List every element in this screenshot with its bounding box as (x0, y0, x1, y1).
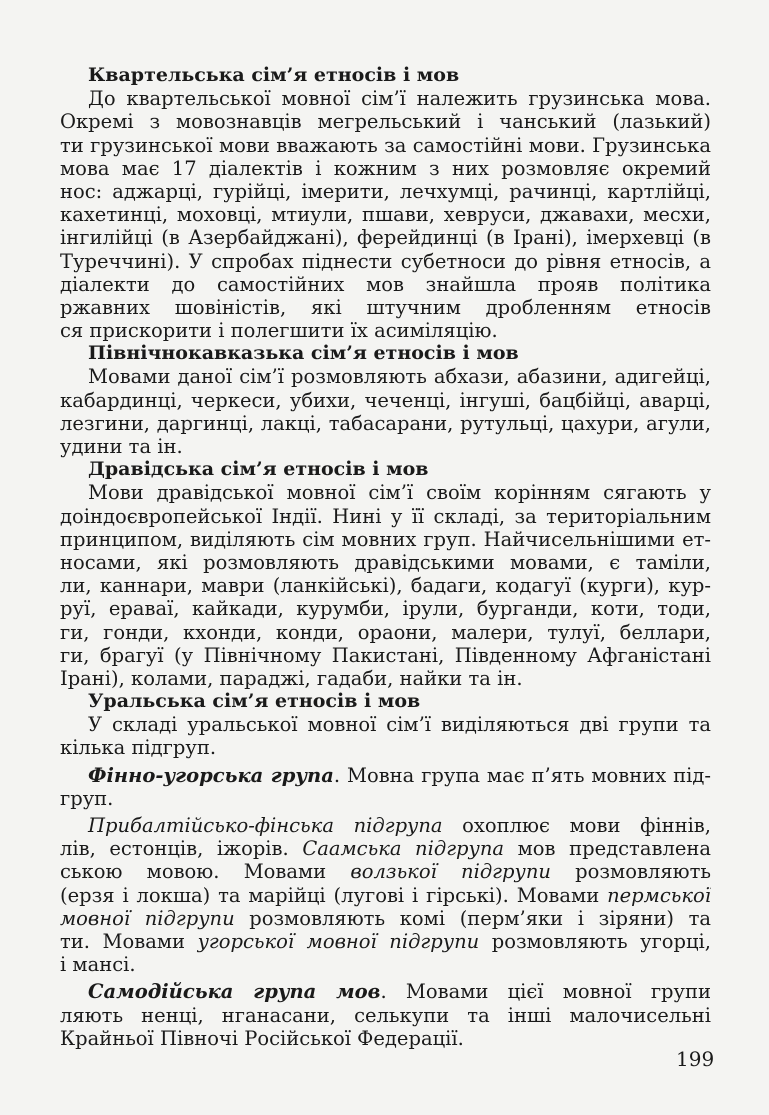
paragraph-line: Самодійська група мов. Мовами цієї мовної групи (88, 980, 711, 1004)
paragraph-line: ржавних шовіністів, які штучним дробленням етносів (60, 295, 711, 319)
section-heading-uralic: Уральська сім’я етносів і мов (88, 690, 421, 713)
paragraph-line: Ірані), колами, параджі, гадаби, найки та ін. (60, 666, 523, 690)
paragraph-line: Туреччині). У спробах піднести субетноси до рівня етносів, а (60, 249, 711, 273)
paragraph-line: інгилійці (в Азербайджані), ферейдинці (в Ірані), імерхевці (в (60, 226, 711, 250)
paragraph-line: До квартельської мовної сім’ї належить грузинська мова. (88, 87, 711, 111)
paragraph-line: мовної підгрупи розмовляють комі (перм’яки і зіряни) та (60, 906, 711, 930)
term-finno-ugric-group: Фінно-угорська група (88, 763, 334, 787)
paragraph-line: лезгини, даргинці, лакці, табасарани, рутульці, цахури, агули, (60, 411, 711, 435)
paragraph-line: руї, ераваї, кайкади, курумби, ірули, бурганди, коти, тоди, (60, 597, 711, 621)
term-permic-subgroup: мовної підгрупи (60, 906, 235, 930)
paragraph-line: ти грузинської мови вважають за самостійні мови. Грузинська (60, 133, 711, 157)
section-heading-north-caucasian: Північнокавказька сім’я етносів і мов (88, 342, 519, 365)
paragraph-line: ти. Мовами угорської мовної підгрупи розмовляють угорці, (60, 929, 711, 953)
paragraph-line: ся прискорити і полегшити їх асиміляцію. (60, 319, 498, 343)
paragraph-line: ською мовою. Мовами волзької підгрупи розмовляють (60, 860, 711, 884)
paragraph-line: ляють ненці, нганасани, селькупи та інші малочисельні (60, 1003, 711, 1027)
paragraph-line: лів, естонців, іжорів. Саамська підгрупа мов представлена (60, 837, 711, 861)
paragraph-line: ги, гонди, кхонди, конди, ораони, малери, тулуї, беллари, (60, 620, 711, 644)
paragraph-line: кабардинці, черкеси, убихи, чеченці, інгуші, бацбійці, аварці, (60, 388, 711, 412)
term-ugric-subgroup: угорської мовної підгрупи (197, 929, 480, 953)
paragraph-line: Мовами даної сім’ї розмовляють абхази, абазини, адигейці, (88, 365, 711, 389)
paragraph-line: Мови дравідської мовної сім’ї своїм корінням сягають у (88, 481, 711, 505)
page-number: 199 (676, 1047, 715, 1071)
section-heading-kartvelian: Квартельська сім’я етносів і мов (88, 64, 460, 86)
paragraph-line: носами, які розмовляють дравідськими мовами, є таміли, (60, 550, 711, 574)
section-heading-dravidian: Дравідська сім’я етносів і мов (88, 458, 429, 481)
paragraph-line: груп. (60, 786, 114, 810)
term-volga-subgroup: волзької підгрупи (350, 860, 551, 884)
paragraph-line: нос: аджарці, гурійці, імерити, лечхумці, рачинці, картлійці, (60, 179, 711, 203)
term-samoyedic-group: Самодійська група мов (88, 980, 381, 1004)
paragraph-line: ли, каннари, маври (ланкійські), бадаги, кодагуї (курги), кур- (60, 574, 711, 598)
paragraph-line: кахетинці, моховці, мтиули, пшави, хевруси, джавахи, месхи, (60, 203, 711, 227)
paragraph-line: удини та ін. (60, 435, 183, 458)
paragraph-line: Крайньої Півночі Російської Федерації. (60, 1026, 464, 1050)
term-sami-subgroup: Саамська підгрупа (302, 837, 505, 861)
paragraph-line: ги, брагуї (у Північному Пакистані, Південному Афганістані (60, 643, 711, 667)
paragraph-line: і мансі. (60, 953, 136, 977)
page-text (60, 64, 711, 1050)
paragraph-line: (ерзя і локша) та марійці (лугові і гірські). Мовами пермської (60, 883, 711, 907)
paragraph-line: Окремі з мовознавців мегрельський і чанський (лазький) (60, 110, 711, 134)
paragraph-line: діалекти до самостійних мов знайшла прояв політика (60, 272, 711, 296)
paragraph-line: Фінно-угорська група. Мовна група має п’ять мовних під- (88, 763, 711, 787)
paragraph-line: Прибалтійсько-фінська підгрупа охоплює мови фіннів, (88, 814, 711, 837)
paragraph-line: доіндоєвропейської Індії. Нині у її складі, за територіальним (60, 504, 711, 528)
paragraph-line: принципом, виділяють сім мовних груп. Найчисельнішими ет- (60, 527, 711, 551)
term-baltic-finnic-subgroup: Прибалтійсько-фінська підгрупа (88, 814, 443, 837)
paragraph-line: кілька підгруп. (60, 736, 217, 760)
paragraph-line: У складі уральської мовної сім’ї виділяються дві групи та (88, 713, 711, 737)
paragraph-line: мова має 17 діалектів і кожним з них розмовляє окремий (60, 156, 711, 180)
term-permic: пермської (607, 883, 711, 907)
